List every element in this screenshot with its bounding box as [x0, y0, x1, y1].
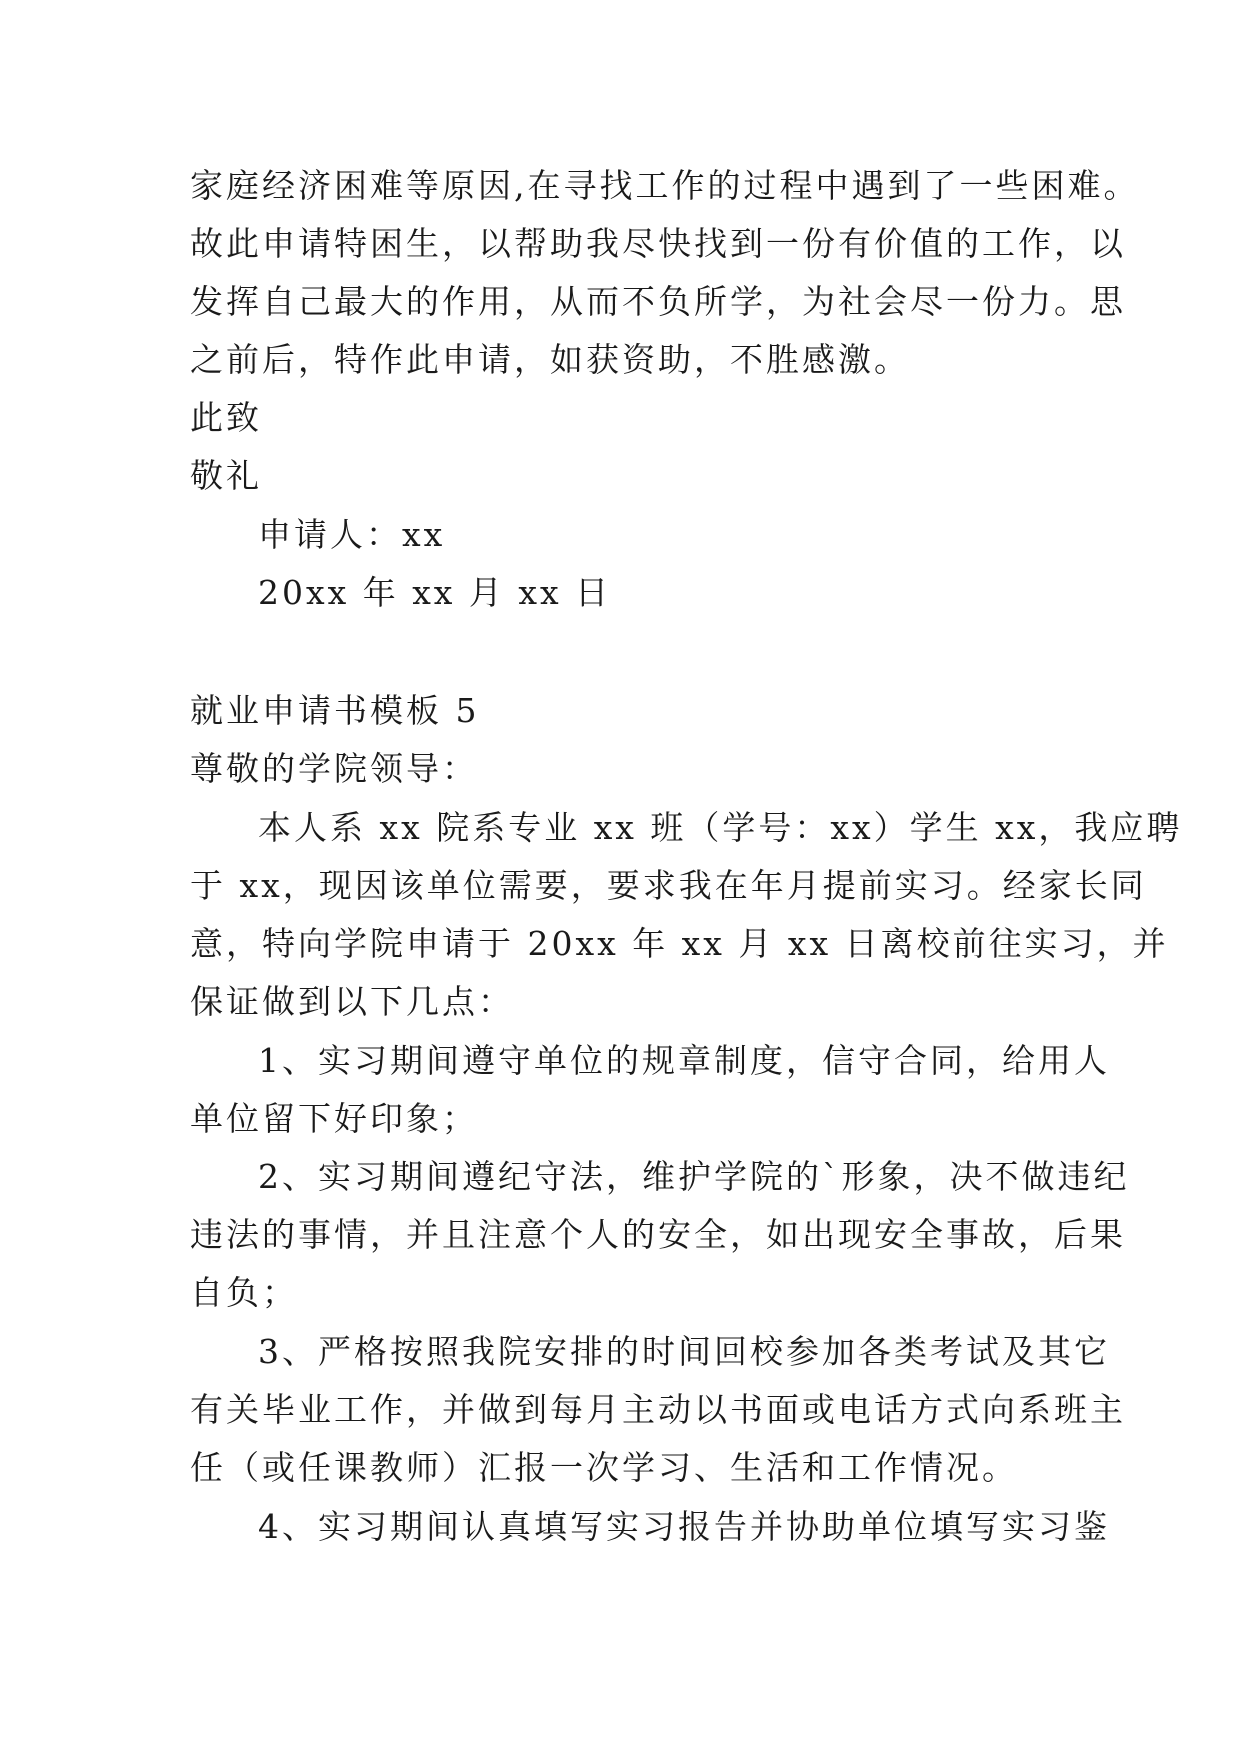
paragraph-line: 于 xx，现因该单位需要，要求我在年月提前实习。经家长同 — [190, 866, 1147, 905]
paragraph-line: 意，特向学院申请于 20xx 年 xx 月 xx 日离校前往实习，并 — [190, 924, 1169, 963]
section-title: 就业申请书模板 5 — [190, 691, 480, 730]
applicant-signature: 申请人：xx — [258, 515, 446, 554]
closing-line: 敬礼 — [190, 456, 262, 495]
list-item: 1、实习期间遵守单位的规章制度，信守合同，给用人 — [258, 1041, 1110, 1080]
paragraph-line: 故此申请特困生，以帮助我尽快找到一份有价值的工作，以 — [190, 224, 1126, 263]
list-item-continuation: 自负； — [190, 1273, 298, 1312]
list-item-continuation: 有关毕业工作，并做到每月主动以书面或电话方式向系班主 — [190, 1390, 1126, 1429]
paragraph-line: 家庭经济困难等原因,在寻找工作的过程中遇到了一些困难。 — [190, 166, 1140, 205]
list-item-continuation: 违法的事情，并且注意个人的安全，如出现安全事故，后果 — [190, 1215, 1126, 1254]
paragraph-line: 保证做到以下几点： — [190, 982, 514, 1021]
list-item-continuation: 单位留下好印象； — [190, 1099, 478, 1138]
list-item: 3、严格按照我院安排的时间回校参加各类考试及其它 — [258, 1332, 1110, 1371]
paragraph-line: 之前后，特作此申请，如获资助，不胜感激。 — [190, 340, 910, 379]
salutation: 尊敬的学院领导： — [190, 749, 478, 788]
closing-line: 此致 — [190, 398, 262, 437]
list-item: 2、实习期间遵纪守法，维护学院的`形象，决不做违纪 — [258, 1157, 1130, 1196]
paragraph-line: 发挥自己最大的作用，从而不负所学，为社会尽一份力。思 — [190, 282, 1126, 321]
list-item-continuation: 任（或任课教师）汇报一次学习、生活和工作情况。 — [190, 1448, 1018, 1487]
paragraph-line: 本人系 xx 院系专业 xx 班（学号：xx）学生 xx，我应聘 — [258, 808, 1183, 847]
list-item: 4、实习期间认真填写实习报告并协助单位填写实习鉴 — [258, 1507, 1110, 1546]
signature-date: 20xx 年 xx 月 xx 日 — [258, 573, 612, 612]
